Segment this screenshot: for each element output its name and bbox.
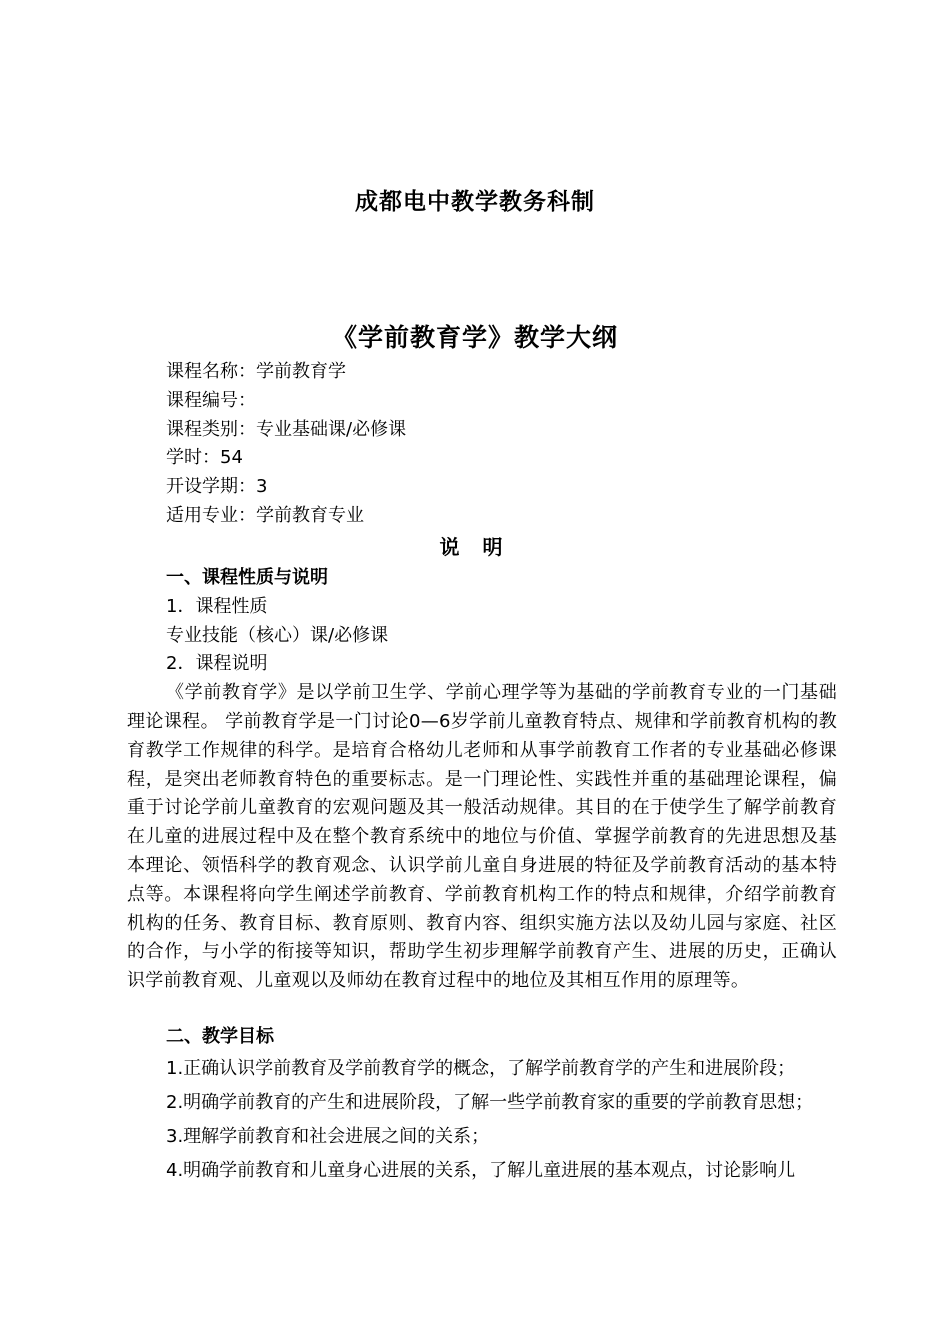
course-code: 课程编号：	[166, 389, 256, 411]
item-one-text: 专业技能（核心）课/必修课	[166, 624, 389, 646]
goal-item: 1.正确认识学前教育及学前教育学的概念，了解学前教育学的产生和进展阶段；	[166, 1057, 796, 1079]
document-title: 《学前教育学》教学大纲	[331, 323, 618, 352]
course-info	[166, 358, 846, 531]
course-description-paragraph: 《学前教育学》是以学前卫生学、学前心理学等为基础的学前教育专业的一门基础理论课程。 学前教育学是一门讨论0—6岁学前儿童教育特点、规律和学前教育机构的教育教学工作规律的科学。是培育合格幼儿老师和从事学前教育工作者的专业基础必修课程，是突出老师教育特色的重要标志。是一门理论性、实践性并重的基础理论课程，偏重于讨论学前儿童教育的宏观问题及其一般活动规律。其目的在于使学生了解学前教育在儿童的进展过程中及在整个教育系统中的地位与价值、掌握学前教育的先进思想及基本理论、领悟科学的教育观念、认识学前儿童自身进展的特征及学前教育活动的基本特点等。本课程将向学生阐述学前教育、学前教育机构工作的特点和规律，介绍学前教育机构的任务、教育目标、教育原则、教育内容、组织实施方法以及幼儿园与家庭、社区的合作，与小学的衔接等知识，帮助学生初步理解学前教育产生、进展的历史，正确认识学前教育观、儿童观以及师幼在教育过程中的地位及其相互作用的原理等。	[127, 682, 837, 992]
goal-item: 2.明确学前教育的产生和进展阶段，了解一些学前教育家的重要的学前教育思想；	[166, 1091, 814, 1113]
course-major: 适用专业：学前教育专业	[166, 504, 364, 526]
goal-item: 3.理解学前教育和社会进展之间的关系；	[166, 1125, 490, 1147]
course-hours: 学时：54	[166, 447, 243, 469]
part-two	[166, 1023, 846, 1188]
part-two-heading: 二、教学目标	[166, 1026, 274, 1047]
item-two-heading: 2．课程说明	[166, 653, 268, 675]
course-name: 课程名称：学前教育学	[166, 361, 346, 382]
goal-item: 4.明确学前教育和儿童身心进展的关系，了解儿童进展的基本观点，讨论影响儿	[166, 1159, 796, 1181]
course-semester: 开设学期：3	[166, 476, 268, 498]
course-type: 课程类别：专业基础课/必修课	[166, 418, 407, 440]
part-one-heading: 一、课程性质与说明	[166, 567, 328, 588]
section-title: 说 明	[439, 535, 511, 559]
part-one	[127, 564, 837, 996]
item-one-heading: 1．课程性质	[166, 595, 268, 617]
organization-title: 成都电中教学教务科制	[355, 189, 595, 215]
